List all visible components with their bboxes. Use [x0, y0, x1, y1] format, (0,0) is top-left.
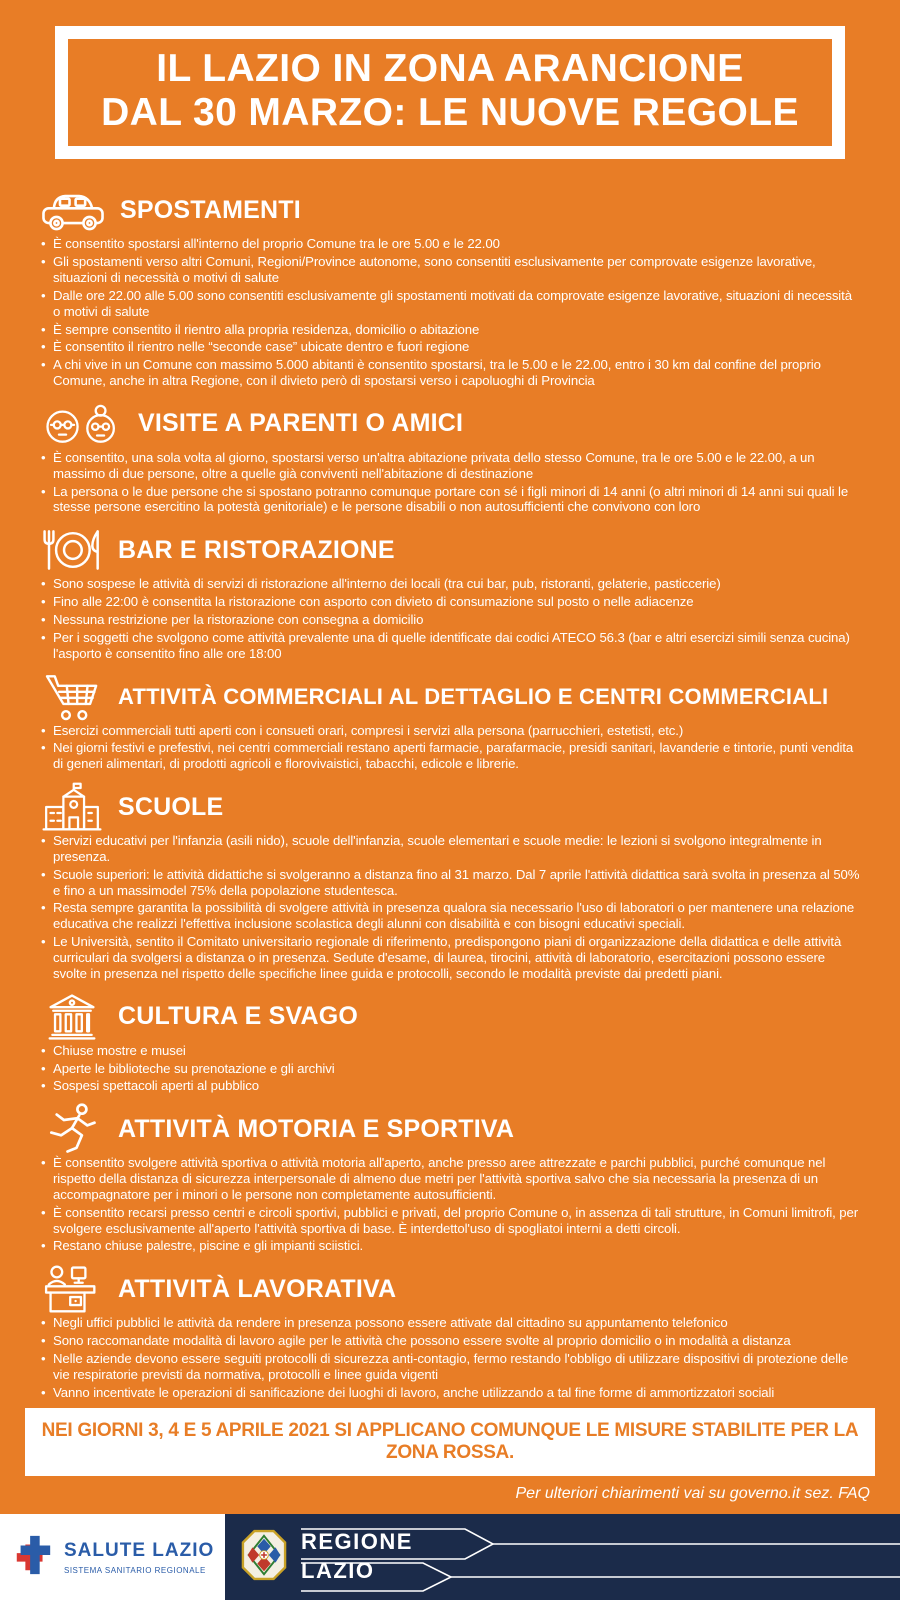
rule-item: • Sono sospese le attività di servizi di ristorazione all'interno dei locali (tra cui bar, pub, ristoranti, gelaterie, pasticcerie) — [40, 576, 860, 592]
page-title-line1: IL LAZIO IN ZONA ARANCIONE — [156, 47, 744, 90]
rule-section — [40, 784, 860, 982]
rule-section — [40, 1266, 860, 1400]
salute-lazio-logo — [0, 1514, 225, 1600]
rule-item: • È consentito recarsi presso centri e circoli sportivi, pubblici e privati, del proprio Comune o, in assenza di tali strutture, in Comuni limitrofi, per svolgere esclusivamente all'aperto l'attività sportiva di base. È interdettol'uso di spogliatoi interni a detti circoli. — [40, 1205, 860, 1237]
car-icon — [40, 187, 106, 233]
rule-item: • Resta sempre garantita la possibilità di svolgere attività in presenza qualora sia necessario l'uso di laboratori o per mantenere una relazione educativa che realizzi l'effettiva inclusione scolastica degli alunni con disabilità e con bisogni educativi speciali. — [40, 900, 860, 932]
section-header — [40, 674, 860, 720]
rule-item: • È consentito il rientro nelle “seconde case” ubicate dentro e fuori regione — [40, 339, 860, 355]
rule-item: • È consentito, una sola volta al giorno, spostarsi verso un'altra abitazione privata dello stesso Comune, tra le ore 5.00 e le 22.00, a un massimo di due persone, oltre a quelle già conviventi nell'abitazione di destinazione — [40, 450, 860, 482]
rule-section — [40, 527, 860, 661]
faq-note: Per ulteriori chiarimenti vai su governo.it sez. FAQ — [515, 1485, 870, 1502]
restaurant-icon — [40, 527, 104, 573]
rule-item: • È consentito spostarsi all'interno del proprio Comune tra le ore 5.00 e le 22.00 — [40, 236, 860, 252]
regione-lazio-text — [301, 1528, 413, 1586]
salute-lazio-subtitle: SISTEMA SANITARIO REGIONALE — [64, 1565, 206, 1575]
salute-lazio-text — [64, 1540, 214, 1575]
section-title: CULTURA E SVAGO — [118, 1002, 359, 1031]
elderly-couple-icon — [40, 401, 124, 447]
rule-list — [40, 576, 860, 661]
rule-item: • Nelle aziende devono essere seguiti protocolli di sicurezza anti-contagio, fermo restando l'obbligo di utilizzare dispositivi di protezione delle vie respiratorie previsti da normativa, protocolli e linee guida vigenti — [40, 1351, 860, 1383]
rule-item: • Dalle ore 22.00 alle 5.00 sono consentiti esclusivamente gli spostamenti motivati da comprovate esigenze lavorative, situazioni di necessità o motivi di salute — [40, 288, 860, 320]
office-desk-icon — [40, 1266, 104, 1312]
section-title: SPOSTAMENTI — [120, 195, 301, 224]
school-icon — [40, 784, 104, 830]
section-header — [40, 784, 860, 830]
rule-item: • A chi vive in un Comune con massimo 5.000 abitanti è consentito spostarsi, tra le 5.00 e le 22.00, entro i 30 km dal confine del proprio Comune, anche in altra Regione, con il divieto però di spostarsi verso i capoluoghi di Provincia — [40, 357, 860, 389]
section-title: BAR E RISTORAZIONE — [118, 535, 395, 564]
museum-icon — [40, 994, 104, 1040]
section-header — [40, 1266, 860, 1312]
rule-section — [40, 994, 860, 1095]
rule-item: • Scuole superiori: le attività didattiche si svolgeranno a distanza fino al 31 marzo. Dal 7 aprile l'attività didattica sarà svolta in presenza al 50% e fino a un massimodel 75% della popolazione studentesca. — [40, 867, 860, 899]
rule-list — [40, 450, 860, 515]
page-title-line2: DAL 30 MARZO: LE NUOVE REGOLE — [101, 90, 799, 134]
rule-item: • Nei giorni festivi e prefestivi, nei centri commerciali restano aperti farmacie, parafarmacie, presidi sanitari, lavanderie e tintorie, punti vendita di generi alimentari, di prodotti agricoli e florovivaistici, tabacchi, edicole e librerie. — [40, 740, 860, 772]
page-title — [74, 47, 826, 134]
section-header — [40, 401, 860, 447]
section-title: SCUOLE — [118, 792, 224, 821]
section-header — [40, 527, 860, 573]
section-title: ATTIVITÀ COMMERCIALI AL DETTAGLIO E CENTRI COMMERCIALI — [118, 683, 829, 709]
rule-item: • È consentito svolgere attività sportiva o attività motoria all'aperto, anche presso aree attrezzate e parchi pubblici, purché comunque nel rispetto della distanza di sicurezza interpersonale di almeno due metri per l'attività sportiva salvo che sia necessaria la presenza di un accompagnatore per i minori o le persone non completamente autosufficienti. — [40, 1155, 860, 1203]
footer — [0, 1514, 900, 1600]
regione-lazio-logo — [225, 1514, 900, 1600]
rule-item: • Vanno incentivate le operazioni di sanificazione dei luoghi di lavoro, anche utilizzando a tal fine forme di ammortizzatori sociali — [40, 1385, 860, 1401]
rule-section — [40, 401, 860, 515]
rule-item: • Nessuna restrizione per la ristorazione con consegna a domicilio — [40, 612, 860, 628]
rule-section — [40, 1106, 860, 1254]
rules-content — [0, 159, 900, 1400]
bottom-region — [0, 1402, 900, 1600]
rule-item: • Aperte le biblioteche su prenotazione e gli archivi — [40, 1061, 860, 1077]
rule-item: • La persona o le due persone che si spostano potranno comunque portare con sé i figli minori di 14 anni (o altri minori di 14 anni sui quali le stesse persone esercitino la potestà genitoriale) e le persone disabili o non autosufficienti che convivono con loro — [40, 484, 860, 516]
regione-line: REGIONE — [301, 1529, 413, 1554]
salute-lazio-title: SALUTE LAZIO — [64, 1539, 215, 1561]
section-title: VISITE A PARENTI O AMICI — [138, 409, 464, 438]
section-header — [40, 187, 860, 233]
rule-item: • Per i soggetti che svolgono come attività prevalente una di quelle identificate dai codici ATECO 56.3 (bar e altri esercizi simili senza cucina) l'asporto è consentito fino alle ore 18:00 — [40, 630, 860, 662]
rule-list — [40, 236, 860, 389]
section-header — [40, 994, 860, 1040]
rule-list — [40, 1315, 860, 1400]
rule-item: • Esercizi commerciali tutti aperti con i consueti orari, compresi i servizi alla persona (parrucchieri, estetisti, etc.) — [40, 723, 860, 739]
rule-item: • Le Università, sentito il Comitato universitario regionale di riferimento, predispongono piani di organizzazione della didattica e delle attività curriculari da svolgersi a distanza o in presenza. Sedute d'esame, di laurea, tirocini, attività di laboratorio, esercitazioni possono essere svolte in presenza nel rispetto delle specifiche linee guida e protocolli, secondo le modalità previste dai predetti piani. — [40, 934, 860, 982]
rule-item: • Sono raccomandate modalità di lavoro agile per le attività che possono essere svolte al proprio domicilio o in modalità a distanza — [40, 1333, 860, 1349]
rule-item: • Servizi educativi per l'infanzia (asili nido), scuole dell'infanzia, scuole elementari e scuole medie: le lezioni si svolgono integralmente in presenza. — [40, 833, 860, 865]
rule-item: • Fino alle 22:00 è consentita la ristorazione con asporto con divieto di consumazione sul posto o nelle adiacenze — [40, 594, 860, 610]
runner-icon — [40, 1106, 104, 1152]
rule-list — [40, 1043, 860, 1095]
rule-item: • Negli uffici pubblici le attività da rendere in presenza possono essere attivate dal cittadino su appuntamento telefonico — [40, 1315, 860, 1331]
rule-list — [40, 723, 860, 773]
section-title: ATTIVITÀ MOTORIA E SPORTIVA — [118, 1114, 515, 1143]
shopping-cart-icon — [40, 674, 104, 720]
rule-list — [40, 833, 860, 982]
rule-section — [40, 674, 860, 773]
section-header — [40, 1106, 860, 1152]
salute-lazio-cross-icon — [12, 1532, 54, 1583]
section-title: ATTIVITÀ LAVORATIVA — [118, 1274, 397, 1303]
regione-lazio-crest-icon — [241, 1529, 287, 1586]
rule-item: • Chiuse mostre e musei — [40, 1043, 860, 1059]
rule-list — [40, 1155, 860, 1254]
lazio-line: LAZIO — [301, 1558, 375, 1583]
rule-item: • Sospesi spettacoli aperti al pubblico — [40, 1078, 860, 1094]
title-banner — [55, 26, 845, 159]
rule-item: • È sempre consentito il rientro alla propria residenza, domicilio o abitazione — [40, 322, 860, 338]
rule-item: • Restano chiuse palestre, piscine e gli impianti sciistici. — [40, 1238, 860, 1254]
rule-item: • Gli spostamenti verso altri Comuni, Regioni/Province autonome, sono consentiti esclusivamente per comprovate esigenze lavorative, situazioni di necessità o motivi di salute — [40, 254, 860, 286]
zona-rossa-banner: NEI GIORNI 3, 4 E 5 APRILE 2021 SI APPLICANO COMUNQUE LE MISURE STABILITE PER LA ZONA ROSSA. — [25, 1408, 875, 1476]
rule-section — [40, 187, 860, 389]
